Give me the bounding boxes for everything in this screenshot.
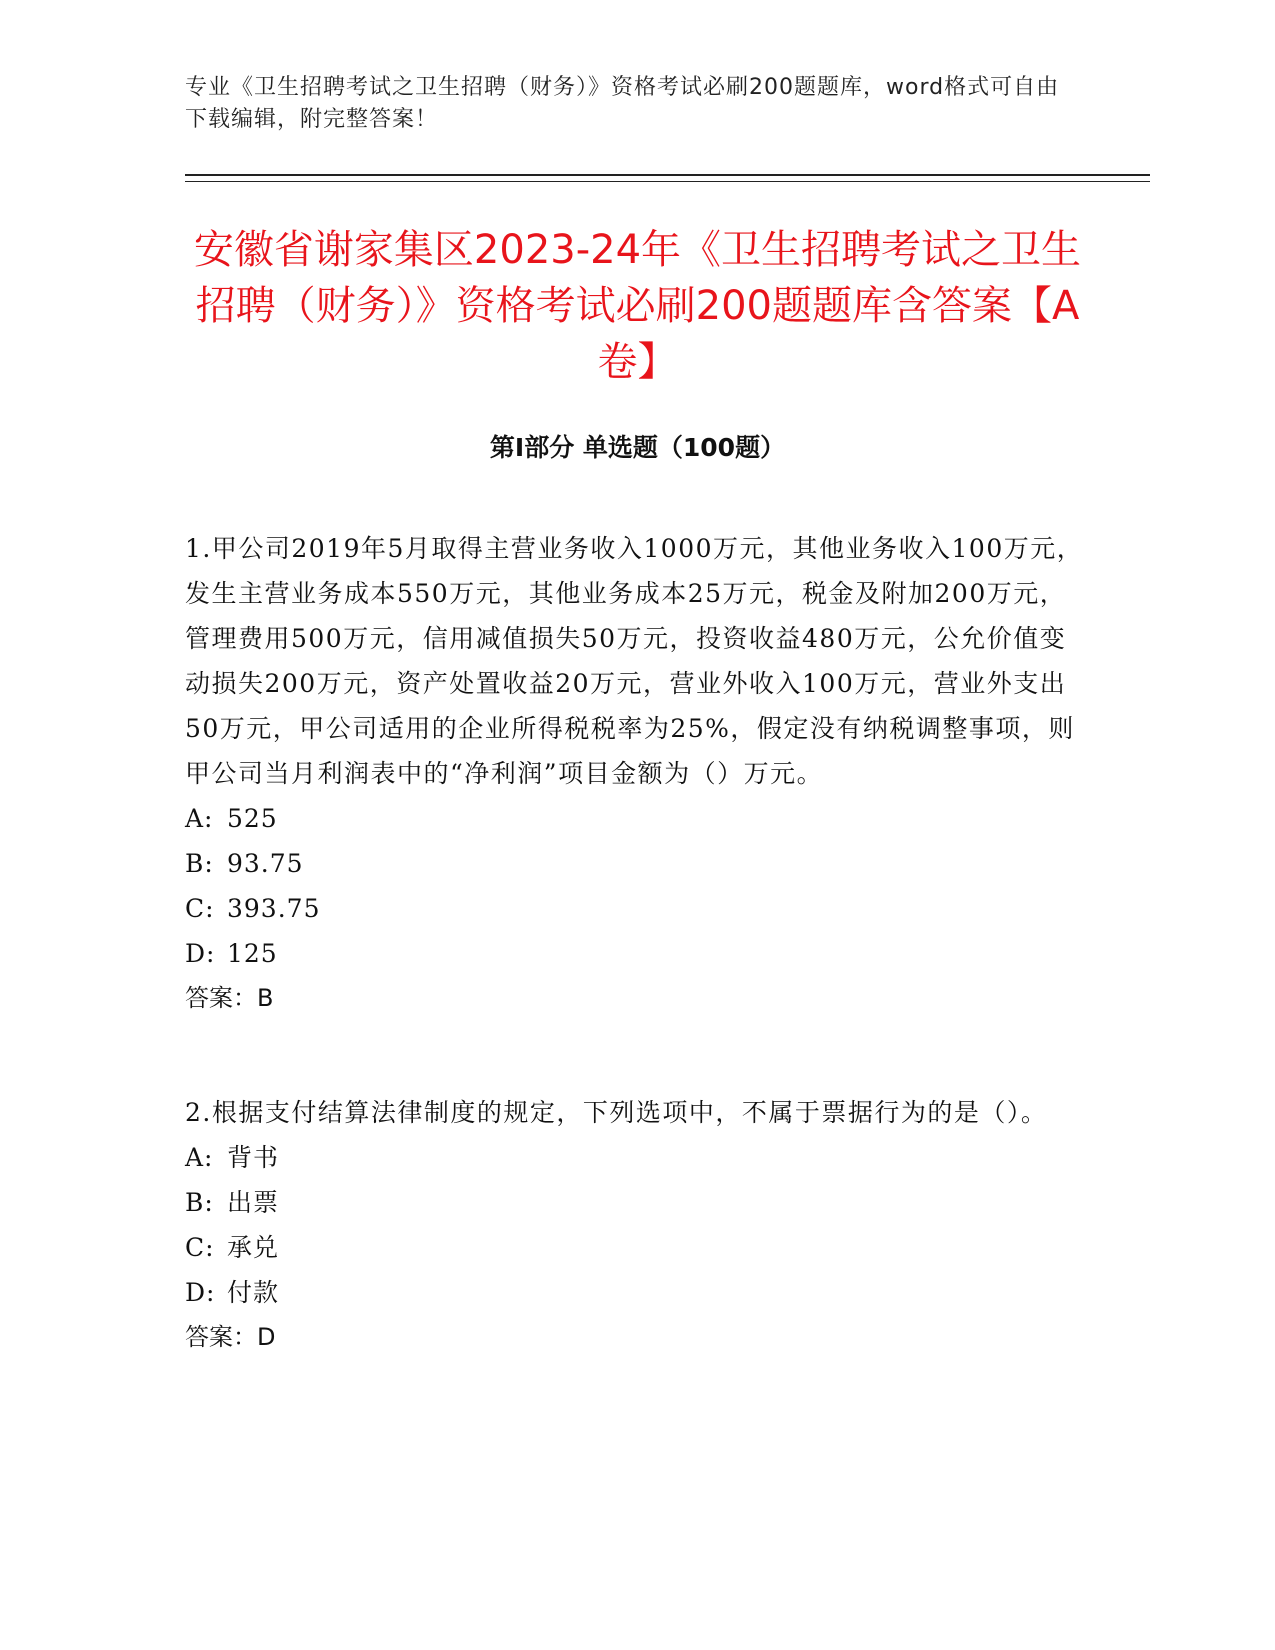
option-label: B: xyxy=(185,1188,214,1217)
option-text: 出票 xyxy=(227,1188,280,1217)
question-2 xyxy=(185,1090,1085,1360)
question-stem: 2.根据支付结算法律制度的规定，下列选项中，不属于票据行为的是（）。 xyxy=(185,1098,1048,1127)
option-label: C: xyxy=(185,1233,215,1262)
option-text: 525 xyxy=(227,804,278,833)
option-b xyxy=(185,841,1085,886)
answer: 答案：D xyxy=(185,1323,276,1351)
option-label: B: xyxy=(185,849,214,878)
option-label: A: xyxy=(185,1143,214,1172)
section-title: 第Ⅰ部分 单选题（100题） xyxy=(489,433,786,462)
option-text: 承兑 xyxy=(227,1233,280,1262)
header-divider-thin xyxy=(185,181,1150,182)
answer: 答案：B xyxy=(185,984,274,1012)
question-stem: 1.甲公司2019年5月取得主营业务收入1000万元，其他业务收入100万元，发生主营业务成本550万元，其他业务成本25万元，税金及附加200万元，管理费用500万元，信用减值损失50万元，投资收益480万元，公允价值变动损失200万元，资产处置收益20万元，营业外收入100万元，营业外支出50万元，甲公司适用的企业所得税税率为25%，假定没有纳税调整事项，则甲公司当月利润表中的“净利润”项目金额为（）万元。 xyxy=(185,534,1084,788)
option-c xyxy=(185,886,1085,931)
option-text: 125 xyxy=(227,939,278,968)
option-b xyxy=(185,1180,1085,1225)
option-a xyxy=(185,1135,1085,1180)
header-divider-thick xyxy=(185,174,1150,176)
question-1 xyxy=(185,526,1085,1021)
option-d xyxy=(185,1270,1085,1315)
option-text: 93.75 xyxy=(227,849,304,878)
header-note: 专业《卫生招聘考试之卫生招聘（财务）》资格考试必刷200题题库，word格式可自由下载编辑，附完整答案！ xyxy=(185,75,1060,132)
option-text: 393.75 xyxy=(227,894,321,923)
option-text: 背书 xyxy=(227,1143,280,1172)
document-title: 安徽省谢家集区2023-24年《卫生招聘考试之卫生招聘（财务）》资格考试必刷200题题库含答案【A卷】 xyxy=(193,227,1082,385)
option-text: 付款 xyxy=(227,1278,280,1307)
option-label: A: xyxy=(185,804,214,833)
option-d xyxy=(185,931,1085,976)
option-label: D: xyxy=(185,939,216,968)
option-c xyxy=(185,1225,1085,1270)
option-label: C: xyxy=(185,894,215,923)
option-label: D: xyxy=(185,1278,216,1307)
option-a xyxy=(185,796,1085,841)
